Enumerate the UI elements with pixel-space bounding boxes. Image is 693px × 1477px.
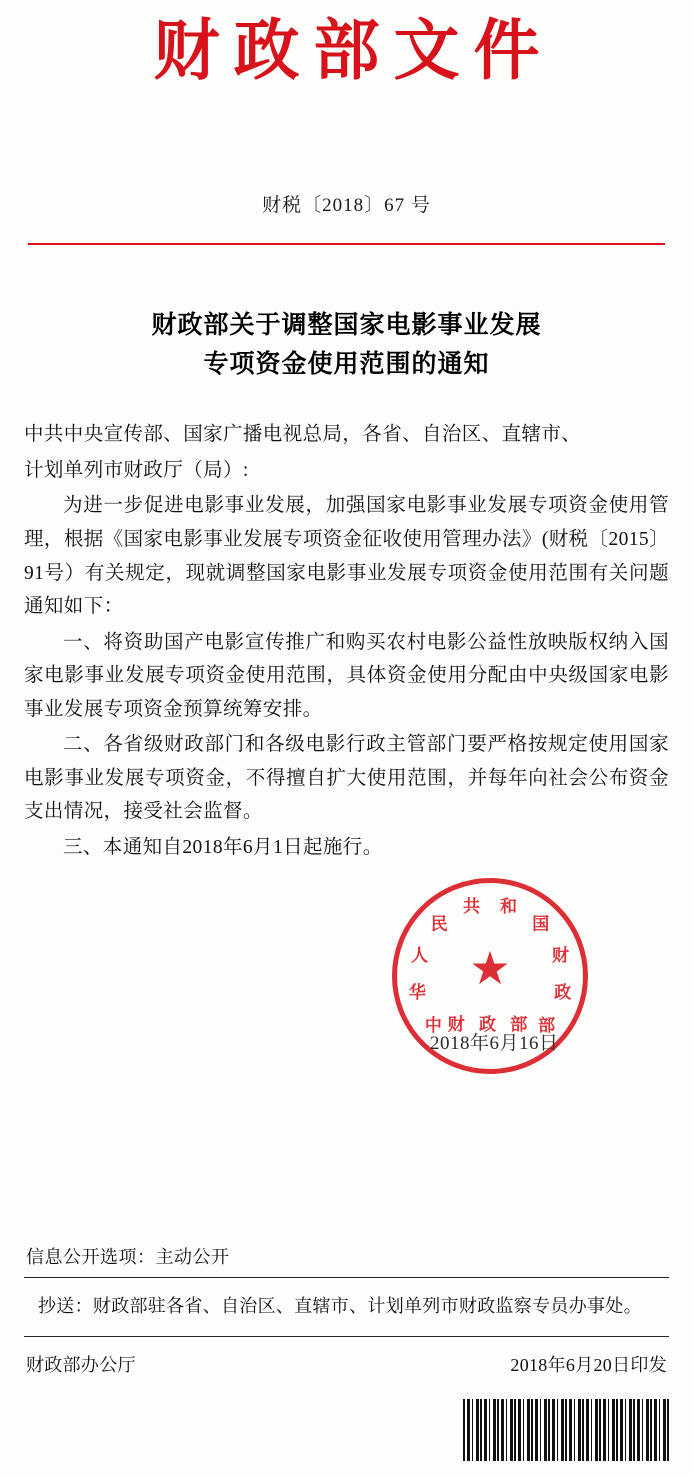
- body-item-1: 一、将资助国产电影宣传推广和购买农村电影公益性放映版权纳入国家电影事业发展专项资金使用范围，具体资金使用分配由中央级国家电影事业发展专项资金预算统筹安排。: [24, 631, 669, 720]
- info-disclosure-option: 信息公开选项：主动公开: [26, 1247, 230, 1268]
- page-title: [66, 307, 627, 385]
- page-title-line-1: 财政部关于调整国家电影事业发展: [151, 311, 542, 339]
- footer-divider-top: [24, 1277, 669, 1278]
- cc-recipients: 抄送：财政部驻各省、自治区、直辖市、计划单列市财政监察专员办事处。: [38, 1296, 642, 1317]
- seal-ring-char: 华: [408, 983, 426, 1003]
- document-body: [24, 418, 669, 864]
- seal-ring-char: 财: [551, 946, 569, 966]
- page-title-line-2: 专项资金使用范围的通知: [203, 350, 490, 378]
- seal-ring-char: 中: [424, 1016, 442, 1036]
- star-icon: ★: [469, 942, 511, 994]
- seal-org-text: 财 政 部: [447, 1015, 533, 1035]
- issue-date: 2018年6月20日印发: [510, 1355, 667, 1375]
- issuer-office: 财政部办公厅: [26, 1355, 136, 1375]
- document-number: 财税〔2018〕67 号: [262, 194, 431, 216]
- document-footer: [0, 1243, 693, 1381]
- seal-ring-char: 部: [538, 1016, 556, 1036]
- red-divider-rule: [28, 243, 665, 245]
- addressee-line-2: 计划单列市财政厅（局）:: [24, 459, 249, 481]
- seal-date: 2018年6月16日: [430, 1033, 559, 1055]
- masthead-title: 财政部文件: [153, 15, 554, 88]
- seal-ring-char: 人: [411, 946, 429, 966]
- seal-ring-char: 民: [430, 914, 448, 934]
- seal-ring-char: 国: [532, 914, 550, 934]
- footer-divider-bottom: [24, 1336, 669, 1337]
- issue-row: [24, 1345, 669, 1381]
- seal-area: [0, 870, 693, 1080]
- body-paragraph-intro: 为进一步促进电影事业发展，加强国家电影事业发展专项资金使用管理，根据《国家电影事业发展专项资金征收使用管理办法》(财税〔2015〕91号）有关规定，现就调整国家电影事业发展专项资金使用范围有关问题通知如下：: [24, 495, 669, 618]
- addressee-line-1: 中共中央宣传部、国家广播电视总局，各省、自治区、直辖市、: [24, 424, 582, 446]
- masthead: [0, 0, 693, 90]
- body-item-2: 二、各省级财政部门和各级电影行政主管部门要严格按规定使用国家电影事业发展专项资金，不得擅自扩大使用范围，并每年向社会公布资金支出情况，接受社会监督。: [24, 734, 669, 823]
- seal-ring-char: 和: [499, 897, 517, 917]
- seal-ring-char: 政: [554, 983, 572, 1003]
- body-item-3: 三、本通知自2018年6月1日起施行。: [63, 836, 383, 858]
- barcode: [463, 1399, 671, 1461]
- seal-ring-char: 共: [463, 897, 481, 917]
